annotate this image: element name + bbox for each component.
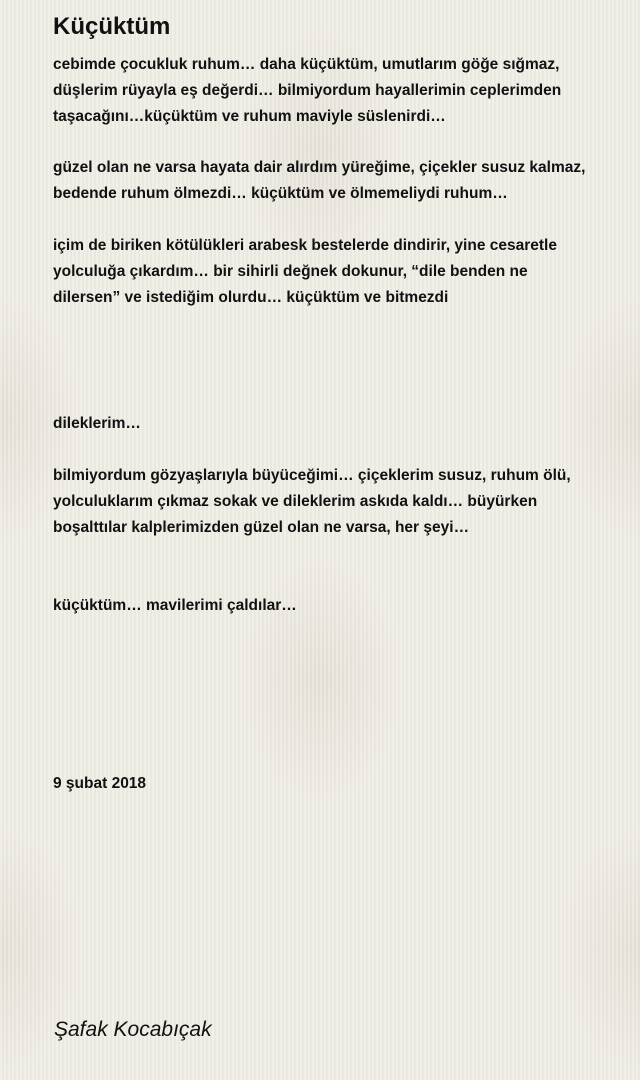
stanza-1: cebimde çocukluk ruhum… daha küçüktüm, umutlarım göğe sığmaz, düşlerim rüyayla eş değerdi… bilmiyordum hayallerimin ceplerimden taşacağını…küçüktüm ve ruhum maviyle süslenirdi…	[53, 56, 562, 125]
poem-title: Küçüktüm	[53, 13, 171, 40]
author-name: Şafak Kocabıçak	[54, 1018, 212, 1041]
stanza-2: güzel olan ne varsa hayata dair alırdım yüreğime, çiçekler susuz kalmaz, bedende ruhum ölmezdi… küçüktüm ve ölmemeliydi ruhum…	[53, 159, 586, 202]
stanza-6: küçüktüm… mavilerimi çaldılar…	[53, 597, 297, 614]
poem-date: 9 şubat 2018	[53, 775, 147, 792]
stanza-5: bilmiyordum gözyaşlarıyla büyüceğimi… çiçeklerim susuz, ruhum ölü, yolculuklarım çıkmaz sokak ve dileklerim askıda kaldı… büyürken boşalttılar kalplerimizden güzel olan ne varsa, her şeyi…	[53, 467, 571, 536]
stanza-3: içim de biriken kötülükleri arabesk bestelerde dindirir, yine cesaretle yolculuğa çıkardım… bir sihirli değnek dokunur, “dile benden ne dilersen” ve istediğim olurdu… küçüktüm ve bitmezdi	[53, 237, 557, 306]
stanza-4: dileklerim…	[53, 415, 141, 432]
